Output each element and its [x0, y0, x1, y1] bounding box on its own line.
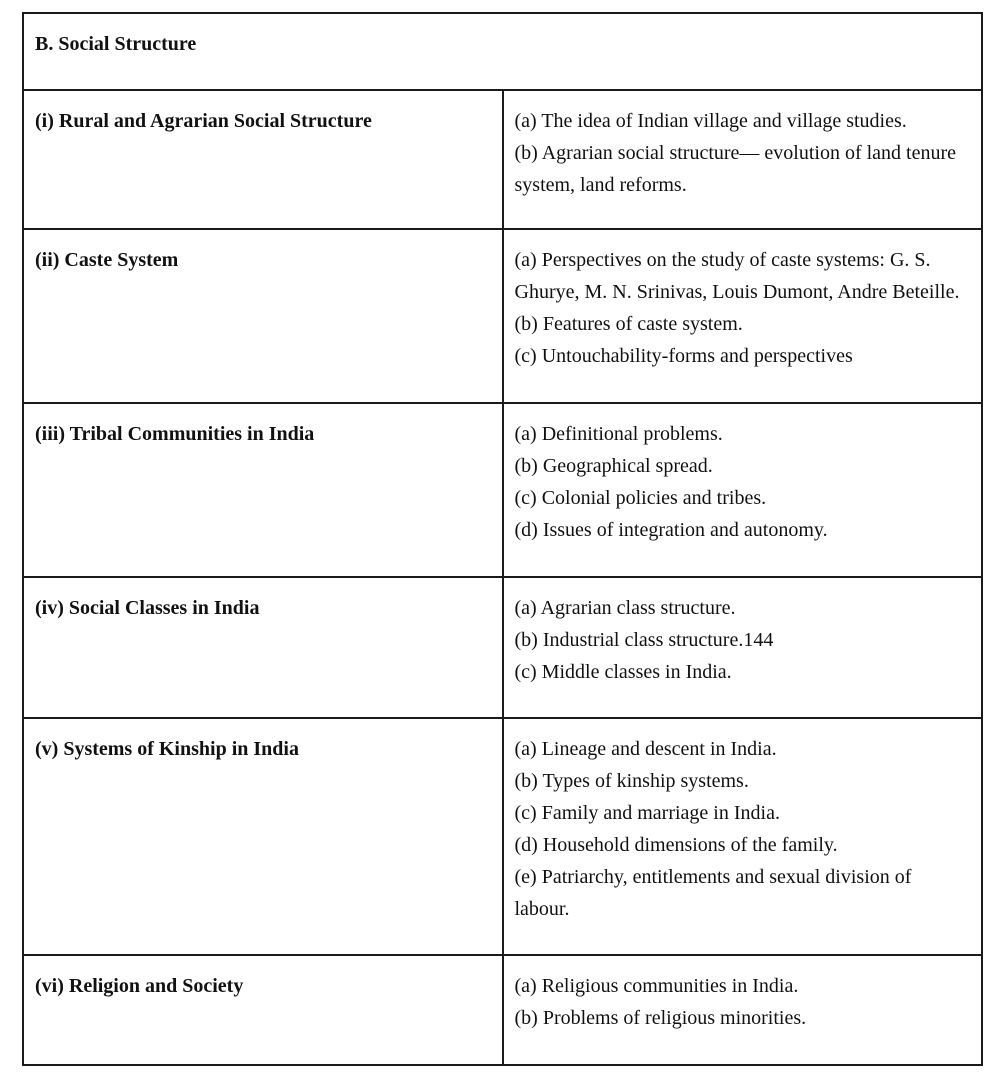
subtopics-cell [503, 90, 983, 229]
subtopic-item: (d) Issues of integration and autonomy. [514, 519, 828, 541]
table-row [23, 229, 982, 403]
topic-religion-society: (vi) Religion and Society [23, 955, 503, 1065]
subtopic-item: (e) Patriarchy, entitlements and sexual division of labour. [514, 866, 912, 920]
subtopics-cell [503, 955, 983, 1065]
syllabus-table [22, 12, 983, 1066]
subtopic-item: (b) Industrial class structure.144 [514, 629, 774, 651]
subtopic-item: (a) Lineage and descent in India. [514, 738, 777, 760]
subtopic-item: (b) Geographical spread. [514, 455, 713, 477]
subtopic-item: (a) Religious communities in India. [514, 975, 799, 997]
table-row [23, 577, 982, 718]
subtopic-item: (a) Definitional problems. [514, 423, 723, 445]
subtopic-item: (a) Perspectives on the study of caste systems: G. S. Ghurye, M. N. Srinivas, Louis Dumont, Andre Beteille. [514, 249, 960, 303]
subtopics-cell [503, 229, 983, 403]
subtopic-item: (b) Problems of religious minorities. [514, 1007, 807, 1029]
subtopic-item: (b) Features of caste system. [514, 313, 743, 335]
subtopic-item: (a) The idea of Indian village and village studies. [514, 110, 907, 132]
section-header-row [23, 13, 982, 90]
subtopic-item: (a) Agrarian class structure. [514, 597, 736, 619]
subtopic-item: (c) Middle classes in India. [514, 661, 732, 683]
table-row [23, 955, 982, 1065]
subtopics-cell [503, 718, 983, 955]
subtopic-item: (c) Untouchability-forms and perspectives [514, 345, 853, 367]
subtopic-item: (b) Agrarian social structure— evolution of land tenure system, land reforms. [514, 142, 957, 196]
table-row [23, 718, 982, 955]
table-row [23, 90, 982, 229]
topic-social-classes: (iv) Social Classes in India [23, 577, 503, 718]
subtopics-cell [503, 403, 983, 577]
subtopic-item: (d) Household dimensions of the family. [514, 834, 838, 856]
topic-rural-agrarian: (i) Rural and Agrarian Social Structure [23, 90, 503, 229]
subtopic-item: (c) Family and marriage in India. [514, 802, 780, 824]
subtopics-cell [503, 577, 983, 718]
topic-tribal-communities: (iii) Tribal Communities in India [23, 403, 503, 577]
topic-caste-system: (ii) Caste System [23, 229, 503, 403]
table-row [23, 403, 982, 577]
subtopic-item: (c) Colonial policies and tribes. [514, 487, 767, 509]
topic-kinship-systems: (v) Systems of Kinship in India [23, 718, 503, 955]
section-title: B. Social Structure [23, 13, 982, 90]
subtopic-item: (b) Types of kinship systems. [514, 770, 749, 792]
